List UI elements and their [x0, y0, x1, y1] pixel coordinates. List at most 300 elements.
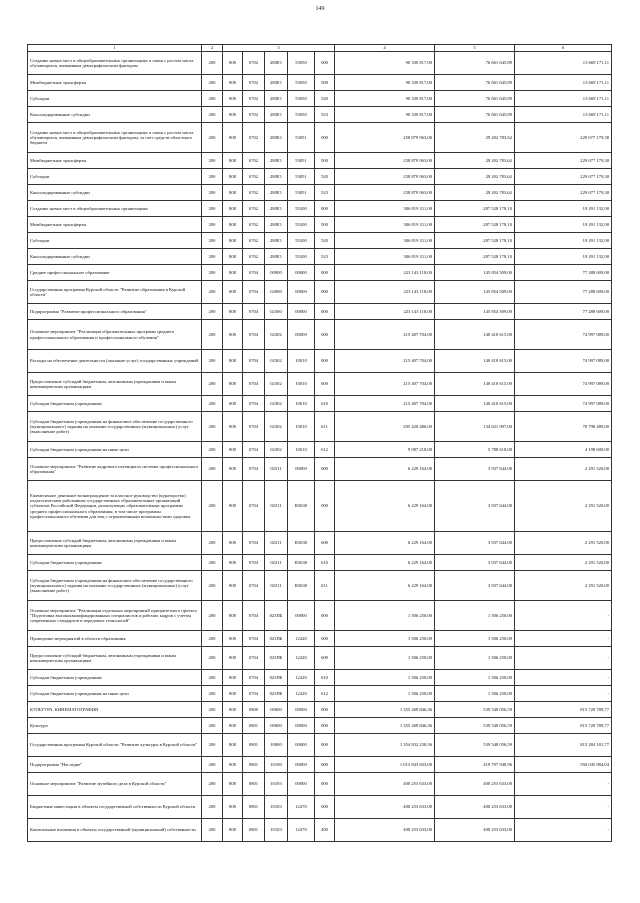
col-value-remaining: 74 997 089,00 — [515, 396, 612, 412]
col-code-4: 023ПБ — [265, 631, 288, 647]
col-code-6: 000 — [315, 734, 335, 757]
col-code-6: 000 — [315, 201, 335, 217]
col-code-1: 200 — [202, 819, 223, 842]
col-code-4: 280E1 — [265, 107, 288, 123]
col-value-remaining: - — [515, 819, 612, 842]
col-value-executed: 145 854 509,00 — [435, 265, 515, 281]
row-name: Капитальные вложения в объекты государственной (муниципальной) собственности — [28, 819, 202, 842]
col-code-6: 000 — [315, 631, 335, 647]
col-value-executed: 140 410 615,00 — [435, 350, 515, 373]
col-value-executed: 1 506 250,00 — [435, 647, 515, 670]
col-value-remaining: 815 284 181,77 — [515, 734, 612, 757]
col-code-1: 200 — [202, 631, 223, 647]
table-row — [28, 249, 612, 265]
col-code-2: 808 — [223, 153, 243, 169]
page-number: 149 — [315, 6, 325, 12]
col-code-2: 808 — [223, 601, 243, 631]
col-code-2: 808 — [223, 757, 243, 773]
col-value-approved: 306 819 311,00 — [335, 233, 435, 249]
col-value-remaining: 2 291 520,00 — [515, 481, 612, 532]
col-code-6: 610 — [315, 396, 335, 412]
col-code-5: R3630 — [288, 532, 315, 555]
col-value-executed: 400 253 633,00 — [435, 819, 515, 842]
row-name: Расходы на обеспечение деятельности (оказание услуг) государственных учреждений — [28, 350, 202, 373]
col-code-2: 808 — [223, 123, 243, 153]
col-code-3: 0704 — [243, 281, 265, 304]
col-value-approved: 306 819 311,00 — [335, 217, 435, 233]
col-value-executed: 287 528 178,10 — [435, 201, 515, 217]
col-code-6: 000 — [315, 796, 335, 819]
table-row — [28, 153, 612, 169]
col-code-2: 808 — [223, 217, 243, 233]
col-value-approved: 258 879 963,00 — [335, 185, 435, 201]
col-code-5: 12420 — [288, 670, 315, 686]
col-code-4: 280E1 — [265, 123, 288, 153]
col-code-2: 808 — [223, 670, 243, 686]
col-value-executed: 287 528 178,10 — [435, 249, 515, 265]
col-code-6: 611 — [315, 412, 335, 442]
col-code-3: 0702 — [243, 91, 265, 107]
col-code-2: 808 — [223, 373, 243, 396]
col-value-remaining: 74 997 089,00 — [515, 350, 612, 373]
col-value-executed: 29 202 783,62 — [435, 185, 515, 201]
col-value-approved: 1 506 250,00 — [335, 631, 435, 647]
col-code-4: 10100 — [265, 757, 288, 773]
col-value-remaining: 13 669 171,11 — [515, 91, 612, 107]
col-code-1: 200 — [202, 153, 223, 169]
table-row — [28, 532, 612, 555]
col-code-4: 280E1 — [265, 52, 288, 75]
col-code-2: 808 — [223, 532, 243, 555]
table-row — [28, 647, 612, 670]
col-value-executed: 3 937 644,00 — [435, 481, 515, 532]
table-row — [28, 718, 612, 734]
header-col-1: 1 — [28, 45, 202, 52]
col-code-3: 0702 — [243, 52, 265, 75]
col-code-3: 0704 — [243, 481, 265, 532]
row-name: Субсидии бюджетным учреждениям — [28, 396, 202, 412]
col-code-3: 0702 — [243, 185, 265, 201]
col-code-5: 53051 — [288, 153, 315, 169]
col-value-approved: 1 354 832 238,36 — [335, 734, 435, 757]
col-code-3: 0704 — [243, 373, 265, 396]
col-code-2: 808 — [223, 265, 243, 281]
col-code-5: 53050 — [288, 107, 315, 123]
col-value-approved: 1 506 250,00 — [335, 647, 435, 670]
col-code-5: 55200 — [288, 217, 315, 233]
row-name: Культура — [28, 718, 202, 734]
col-code-1: 200 — [202, 555, 223, 571]
col-code-2: 808 — [223, 281, 243, 304]
row-name: Межбюджетные трансферты — [28, 153, 202, 169]
row-name: Межбюджетные трансферты — [28, 75, 202, 91]
col-code-5: 00000 — [288, 718, 315, 734]
col-value-executed: 145 854 509,00 — [435, 304, 515, 320]
col-code-1: 200 — [202, 201, 223, 217]
col-code-5: 12420 — [288, 631, 315, 647]
col-code-6: 000 — [315, 304, 335, 320]
col-value-executed: 400 253 633,00 — [435, 796, 515, 819]
table-row — [28, 670, 612, 686]
table-row — [28, 233, 612, 249]
col-code-4: 02311 — [265, 481, 288, 532]
col-value-remaining: 2 291 520,00 — [515, 458, 612, 481]
table-row — [28, 373, 612, 396]
col-value-approved: 306 819 311,00 — [335, 249, 435, 265]
col-code-5: 00000 — [288, 702, 315, 718]
row-name: Субсидии — [28, 233, 202, 249]
col-code-4: 02302 — [265, 412, 288, 442]
col-code-1: 200 — [202, 91, 223, 107]
table-row — [28, 631, 612, 647]
col-code-2: 808 — [223, 819, 243, 842]
col-value-executed: 287 528 178,10 — [435, 217, 515, 233]
col-code-4: 02302 — [265, 373, 288, 396]
col-code-5: 55200 — [288, 201, 315, 217]
table-row — [28, 442, 612, 458]
col-code-3: 0702 — [243, 249, 265, 265]
row-name: Создание новых мест в общеобразовательных организациях в связи с ростом числа обучающихся, вызванным демографическим фактором — [28, 52, 202, 75]
col-code-5: R3630 — [288, 481, 315, 532]
col-code-4: 02311 — [265, 571, 288, 601]
col-value-approved: 223 143 118,00 — [335, 304, 435, 320]
table-row — [28, 350, 612, 373]
col-value-approved: 1 506 250,00 — [335, 686, 435, 702]
col-value-approved: 400 253 633,00 — [335, 796, 435, 819]
col-value-executed: 419 797 948,96 — [435, 757, 515, 773]
table-row — [28, 52, 612, 75]
col-code-5: 55200 — [288, 233, 315, 249]
header-col-6: 6 — [515, 45, 612, 52]
col-code-1: 200 — [202, 304, 223, 320]
col-code-3: 0801 — [243, 773, 265, 796]
col-code-6: 000 — [315, 458, 335, 481]
col-value-executed: 134 621 997,00 — [435, 412, 515, 442]
col-value-approved: 6 229 164,00 — [335, 481, 435, 532]
row-name: Предоставление субсидий бюджетным, автономным учреждениям и иным некоммерческим организациям — [28, 532, 202, 555]
col-code-1: 200 — [202, 249, 223, 265]
col-code-4: 10000 — [265, 734, 288, 757]
col-code-3: 0702 — [243, 75, 265, 91]
col-code-6: 000 — [315, 350, 335, 373]
col-code-6: 520 — [315, 91, 335, 107]
col-value-remaining: 229 677 179,38 — [515, 185, 612, 201]
col-code-1: 200 — [202, 718, 223, 734]
col-code-5: 12470 — [288, 819, 315, 842]
row-name: Государственная программа Курской области "Развитие культуры в Курской области" — [28, 734, 202, 757]
col-code-5: R3630 — [288, 555, 315, 571]
table-body — [28, 52, 612, 842]
col-value-approved: 1 506 250,00 — [335, 670, 435, 686]
col-code-6: 500 — [315, 75, 335, 91]
col-code-1: 200 — [202, 169, 223, 185]
col-value-remaining: - — [515, 601, 612, 631]
col-code-5: 12420 — [288, 647, 315, 670]
col-value-executed: 5 788 618,00 — [435, 442, 515, 458]
col-code-5: 53051 — [288, 169, 315, 185]
col-code-3: 0704 — [243, 320, 265, 350]
col-code-1: 200 — [202, 185, 223, 201]
row-name: Субсидии бюджетным учреждениям на иные цели — [28, 442, 202, 458]
table-row — [28, 217, 612, 233]
col-code-6: 000 — [315, 757, 335, 773]
col-value-remaining: 2 291 520,00 — [515, 571, 612, 601]
col-code-5: 53050 — [288, 91, 315, 107]
header-col-3: 3 — [223, 45, 335, 52]
col-code-6: 400 — [315, 819, 335, 842]
row-name: Бюджетные инвестиции в объекты государственной собственности Курской области — [28, 796, 202, 819]
col-code-4: 02302 — [265, 320, 288, 350]
col-code-5: 53050 — [288, 52, 315, 75]
col-value-approved: 90 330 817,00 — [335, 52, 435, 75]
row-name: Консолидированные субсидии — [28, 185, 202, 201]
col-code-6: 000 — [315, 718, 335, 734]
col-value-approved: 258 879 963,00 — [335, 153, 435, 169]
col-code-4: 10103 — [265, 819, 288, 842]
col-value-remaining: 13 669 171,11 — [515, 52, 612, 75]
col-code-3: 0704 — [243, 304, 265, 320]
col-code-2: 808 — [223, 412, 243, 442]
col-code-4: 280E1 — [265, 249, 288, 265]
col-code-1: 200 — [202, 320, 223, 350]
col-value-remaining: 77 288 609,00 — [515, 265, 612, 281]
col-code-3: 0702 — [243, 123, 265, 153]
col-value-executed: 76 661 645,89 — [435, 75, 515, 91]
col-code-3: 0800 — [243, 702, 265, 718]
row-name: Межбюджетные трансферты — [28, 217, 202, 233]
col-value-remaining: 19 291 132,90 — [515, 249, 612, 265]
table-row — [28, 686, 612, 702]
table-row — [28, 91, 612, 107]
col-code-1: 200 — [202, 412, 223, 442]
col-code-3: 0702 — [243, 153, 265, 169]
col-code-2: 808 — [223, 647, 243, 670]
col-code-3: 0704 — [243, 458, 265, 481]
col-code-4: 280E1 — [265, 91, 288, 107]
col-value-executed: 400 253 633,00 — [435, 773, 515, 796]
col-value-executed: 287 528 178,10 — [435, 233, 515, 249]
col-value-approved: 6 229 164,00 — [335, 571, 435, 601]
col-code-5: 12470 — [288, 796, 315, 819]
table-row — [28, 412, 612, 442]
table-row — [28, 819, 612, 842]
col-value-remaining: 74 997 089,00 — [515, 373, 612, 396]
col-value-executed: 539 548 056,59 — [435, 718, 515, 734]
table-row — [28, 702, 612, 718]
col-value-remaining: - — [515, 773, 612, 796]
row-name: Субсидии — [28, 169, 202, 185]
col-code-6: 520 — [315, 169, 335, 185]
col-code-2: 808 — [223, 718, 243, 734]
table-row — [28, 601, 612, 631]
col-value-remaining: 19 291 132,90 — [515, 217, 612, 233]
col-code-2: 808 — [223, 185, 243, 201]
col-code-2: 808 — [223, 481, 243, 532]
col-code-4: 02302 — [265, 442, 288, 458]
col-code-6: 523 — [315, 249, 335, 265]
col-value-executed: 1 506 250,00 — [435, 686, 515, 702]
col-value-executed: 1 506 250,00 — [435, 601, 515, 631]
col-code-2: 808 — [223, 320, 243, 350]
col-code-4: 02311 — [265, 532, 288, 555]
table-row — [28, 107, 612, 123]
col-value-executed: 140 410 615,00 — [435, 320, 515, 350]
col-code-5: R3630 — [288, 571, 315, 601]
col-value-remaining: 815 720 789,77 — [515, 718, 612, 734]
col-code-4: 023ПБ — [265, 670, 288, 686]
col-code-6: 000 — [315, 702, 335, 718]
col-code-3: 0704 — [243, 532, 265, 555]
col-code-3: 0801 — [243, 718, 265, 734]
col-code-5: 00000 — [288, 458, 315, 481]
row-name: КУЛЬТУРА, КИНЕМАТОГРАФИЯ — [28, 702, 202, 718]
col-code-6: 000 — [315, 773, 335, 796]
table-row — [28, 796, 612, 819]
col-code-2: 808 — [223, 201, 243, 217]
col-value-approved: 223 143 118,00 — [335, 281, 435, 304]
col-code-4: 02302 — [265, 396, 288, 412]
col-code-3: 0704 — [243, 647, 265, 670]
col-value-remaining: 19 291 132,90 — [515, 233, 612, 249]
col-code-6: 523 — [315, 107, 335, 123]
table-row — [28, 555, 612, 571]
col-value-approved: 6 229 164,00 — [335, 532, 435, 555]
col-code-2: 808 — [223, 249, 243, 265]
col-code-2: 808 — [223, 107, 243, 123]
row-name: Предоставление субсидий бюджетным, автономным учреждениям и иным некоммерческим организациям — [28, 647, 202, 670]
table-row — [28, 304, 612, 320]
header-col-2: 2 — [202, 45, 223, 52]
col-code-3: 0801 — [243, 757, 265, 773]
col-value-executed: 539 548 056,59 — [435, 734, 515, 757]
col-value-remaining: - — [515, 647, 612, 670]
col-value-remaining: 2 291 520,00 — [515, 555, 612, 571]
col-value-approved: 1 355 268 846,36 — [335, 718, 435, 734]
row-name: Субсидии бюджетным учреждениям на иные цели — [28, 686, 202, 702]
row-name: Ежемесячное денежное вознаграждение за классное руководство (кураторство) педагогическим работникам государственных образовательных организаций субъектов Российской Федерации, реализующих образовательные программы среднего профессионального образования, в том числе программы профессионального обучения для лиц с ограниченными возможностями здоровья — [28, 481, 202, 532]
col-code-1: 200 — [202, 123, 223, 153]
col-code-1: 200 — [202, 757, 223, 773]
col-code-6: 000 — [315, 481, 335, 532]
col-code-1: 200 — [202, 107, 223, 123]
col-value-approved: 6 229 164,00 — [335, 555, 435, 571]
col-value-approved: 215 407 704,00 — [335, 373, 435, 396]
row-name: Субсидии бюджетным учреждениям — [28, 670, 202, 686]
col-code-1: 200 — [202, 571, 223, 601]
col-value-approved: 400 253 633,00 — [335, 773, 435, 796]
col-code-6: 600 — [315, 532, 335, 555]
col-code-6: 600 — [315, 647, 335, 670]
col-code-2: 808 — [223, 75, 243, 91]
col-code-1: 200 — [202, 670, 223, 686]
col-code-3: 0801 — [243, 819, 265, 842]
header-col-4: 4 — [335, 45, 435, 52]
col-code-1: 200 — [202, 647, 223, 670]
col-code-4: 10103 — [265, 796, 288, 819]
row-name: Создание новых мест в общеобразовательных организациях — [28, 201, 202, 217]
row-name: Субсидии бюджетным учреждениям на финансовое обеспечение государственного (муниципального) задания на оказание государственных (муниципальных) услуг (выполнение работ) — [28, 571, 202, 601]
table-row — [28, 773, 612, 796]
col-value-executed: 539 548 056,59 — [435, 702, 515, 718]
col-code-6: 500 — [315, 153, 335, 169]
col-code-2: 808 — [223, 233, 243, 249]
col-code-2: 808 — [223, 396, 243, 412]
col-code-6: 600 — [315, 373, 335, 396]
table-row — [28, 757, 612, 773]
col-code-6: 611 — [315, 571, 335, 601]
col-value-remaining: 229 677 179,38 — [515, 169, 612, 185]
col-value-approved: 1 355 268 846,36 — [335, 702, 435, 718]
col-value-approved: 258 879 963,00 — [335, 123, 435, 153]
col-code-6: 610 — [315, 555, 335, 571]
col-value-executed: 76 661 645,89 — [435, 91, 515, 107]
col-code-2: 808 — [223, 52, 243, 75]
row-name: Субсидии — [28, 91, 202, 107]
col-code-1: 200 — [202, 217, 223, 233]
col-code-5: 53050 — [288, 75, 315, 91]
col-code-5: 00000 — [288, 601, 315, 631]
col-code-1: 200 — [202, 396, 223, 412]
col-code-6: 000 — [315, 123, 335, 153]
header-col-5: 5 — [435, 45, 515, 52]
col-code-3: 0704 — [243, 412, 265, 442]
col-value-remaining: 13 669 171,11 — [515, 107, 612, 123]
col-code-1: 200 — [202, 601, 223, 631]
row-name: Субсидии бюджетным учреждениям — [28, 555, 202, 571]
table-row — [28, 185, 612, 201]
table-row — [28, 265, 612, 281]
table-row — [28, 123, 612, 153]
col-value-executed: 145 854 509,00 — [435, 281, 515, 304]
col-code-3: 0704 — [243, 571, 265, 601]
col-code-2: 808 — [223, 773, 243, 796]
col-code-6: 000 — [315, 265, 335, 281]
col-code-4: 280E1 — [265, 75, 288, 91]
row-name: Основное мероприятие "Реализация отдельных мероприятий приоритетного проекта "Подготовка высококвалифицированных специалистов и рабочих кадров с учетом современных стандартов и передовых технологий" — [28, 601, 202, 631]
col-code-4: 023ПБ — [265, 686, 288, 702]
col-value-remaining: 2 291 520,00 — [515, 532, 612, 555]
col-code-1: 200 — [202, 233, 223, 249]
col-code-1: 200 — [202, 52, 223, 75]
col-code-3: 0704 — [243, 396, 265, 412]
row-name: Подпрограмма "Развитие профессионального образования" — [28, 304, 202, 320]
col-code-5: 00000 — [288, 320, 315, 350]
col-code-1: 200 — [202, 686, 223, 702]
col-value-approved: 90 330 817,00 — [335, 75, 435, 91]
col-code-6: 000 — [315, 281, 335, 304]
col-value-remaining: - — [515, 796, 612, 819]
col-code-5: 12420 — [288, 686, 315, 702]
col-code-1: 200 — [202, 734, 223, 757]
col-code-1: 200 — [202, 265, 223, 281]
col-code-3: 0704 — [243, 601, 265, 631]
col-code-4: 023ПБ — [265, 601, 288, 631]
col-code-4: 10103 — [265, 773, 288, 796]
col-code-1: 200 — [202, 281, 223, 304]
col-code-2: 808 — [223, 91, 243, 107]
col-value-executed: 3 937 644,00 — [435, 458, 515, 481]
col-code-6: 000 — [315, 52, 335, 75]
col-code-5: 00000 — [288, 734, 315, 757]
col-value-executed: 29 202 783,62 — [435, 153, 515, 169]
col-code-4: 02311 — [265, 555, 288, 571]
col-value-executed: 1 506 250,00 — [435, 631, 515, 647]
col-code-1: 200 — [202, 773, 223, 796]
row-name: Консолидированные субсидии — [28, 107, 202, 123]
col-code-5: 53051 — [288, 123, 315, 153]
col-code-1: 200 — [202, 532, 223, 555]
col-value-executed: 3 937 644,00 — [435, 571, 515, 601]
